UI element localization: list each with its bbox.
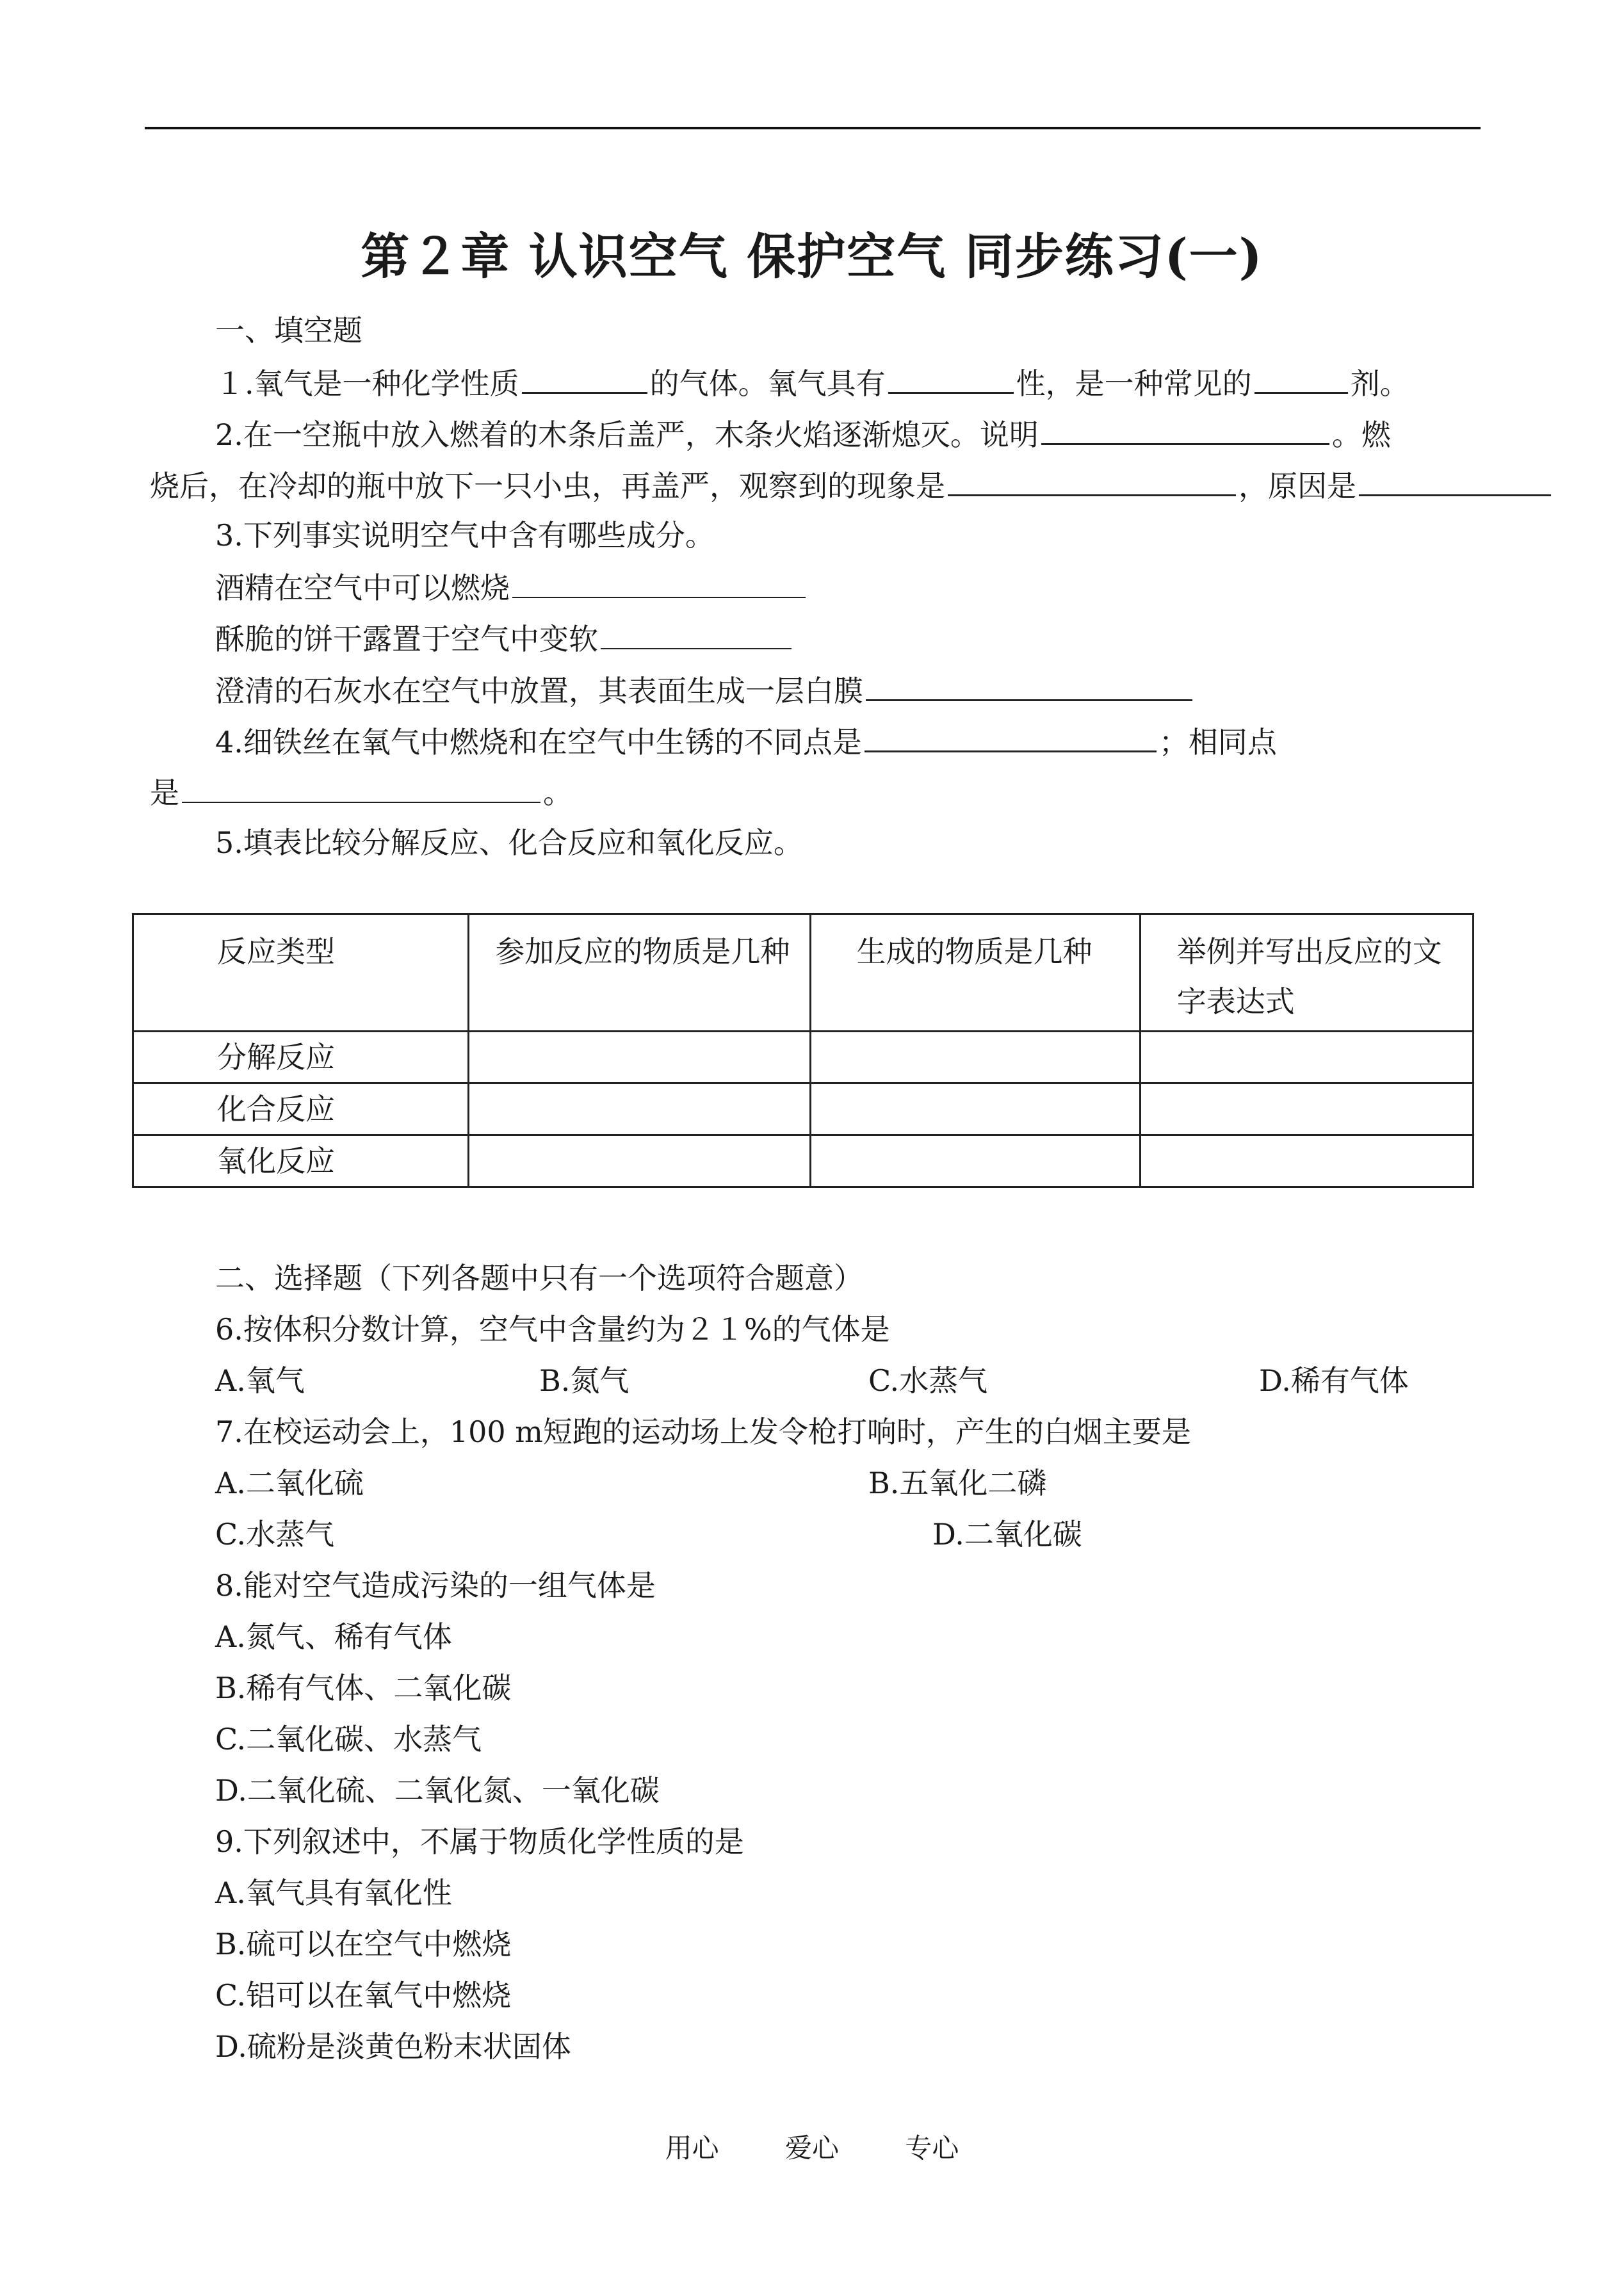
footer-word: 专心 <box>905 2132 959 2164</box>
table-cell[interactable] <box>811 1083 1140 1135</box>
table-header: 反应类型 <box>133 914 469 1032</box>
question-7-stem: 7.在校运动会上，100 m短跑的运动场上发令枪打响时，产生的白烟主要是 <box>215 1415 1191 1449</box>
table-cell[interactable] <box>811 1135 1140 1187</box>
header-rule <box>145 127 1481 129</box>
row-label: 氧化反应 <box>133 1135 469 1187</box>
question-5: 5.填表比较分解反应、化合反应和氧化反应。 <box>215 825 803 860</box>
table-row <box>133 1135 1474 1187</box>
footer-word: 用心 <box>665 2132 719 2164</box>
q8-option-d[interactable]: D.二氧化硫、二氧化氮、一氧化碳 <box>215 1773 660 1808</box>
q2-text-a: 2.在一空瓶中放入燃着的木条后盖严，木条火焰逐渐熄灭。说明 <box>215 418 1039 452</box>
question-3b <box>215 619 794 658</box>
q1-text-b: 的气体。氧气具有 <box>649 366 886 401</box>
q3b-text: 酥脆的饼干露置于空气中变软 <box>215 622 598 656</box>
q6-option-b[interactable]: B.氮气 <box>539 1363 629 1398</box>
question-8-stem: 8.能对空气造成污染的一组气体是 <box>215 1568 656 1603</box>
q2-blank-1[interactable] <box>1041 414 1329 445</box>
comparison-table <box>132 913 1474 1188</box>
row-label: 化合反应 <box>133 1083 469 1135</box>
q7-option-a[interactable]: A.二氧化硫 <box>215 1466 364 1500</box>
q7-option-c[interactable]: C.水蒸气 <box>215 1517 335 1552</box>
row-label: 分解反应 <box>133 1032 469 1083</box>
q9-option-c[interactable]: C.铝可以在氧气中燃烧 <box>215 1978 512 2013</box>
q7-option-b[interactable]: B.五氧化二磷 <box>868 1466 1047 1500</box>
question-6-stem: 6.按体积分数计算，空气中含量约为２１%的气体是 <box>215 1312 890 1347</box>
q2-blank-2[interactable] <box>948 465 1236 496</box>
page-footer <box>0 2127 1624 2166</box>
question-4-line-2 <box>150 772 572 812</box>
q1-blank-3[interactable] <box>1255 362 1348 394</box>
q3a-text: 酒精在空气中可以燃烧 <box>215 571 510 605</box>
q2-text-d: ，原因是 <box>1238 469 1356 503</box>
q6-option-c[interactable]: C.水蒸气 <box>868 1363 988 1398</box>
q9-option-a[interactable]: A.氧气具有氧化性 <box>215 1876 452 1910</box>
table-header-row <box>133 914 1474 1032</box>
table-cell[interactable] <box>1140 1083 1473 1135</box>
question-4-line-1 <box>215 721 1277 761</box>
table-row <box>133 1083 1474 1135</box>
table-header: 参加反应的物质是几种 <box>469 914 811 1032</box>
question-3c <box>215 670 1195 710</box>
q9-option-b[interactable]: B.硫可以在空气中燃烧 <box>215 1927 512 1961</box>
q8-option-c[interactable]: C.二氧化碳、水蒸气 <box>215 1722 482 1756</box>
q4-text-a: 4.细铁丝在氧气中燃烧和在空气中生锈的不同点是 <box>215 725 862 759</box>
q3c-blank[interactable] <box>866 670 1192 701</box>
q3a-blank[interactable] <box>512 567 806 598</box>
table-header: 生成的物质是几种 <box>811 914 1140 1032</box>
table-row <box>133 1032 1474 1083</box>
table-header: 举例并写出反应的文字表达式 <box>1140 914 1473 1032</box>
table-cell[interactable] <box>811 1032 1140 1083</box>
q1-text-a: １.氧气是一种化学性质 <box>215 366 519 401</box>
table-cell[interactable] <box>469 1032 811 1083</box>
q4-blank-2[interactable] <box>182 772 540 803</box>
q1-text-d: 剂。 <box>1350 366 1409 401</box>
q4-text-b: ；相同点 <box>1158 725 1277 759</box>
table-cell[interactable] <box>469 1083 811 1135</box>
table-cell[interactable] <box>1140 1135 1473 1187</box>
question-3-stem: 3.下列事实说明空气中含有哪些成分。 <box>215 518 715 553</box>
question-1 <box>215 362 1409 403</box>
q4-blank-1[interactable] <box>865 721 1157 752</box>
footer-word: 爱心 <box>784 2132 839 2164</box>
page-title: 第２章 认识空气 保护空气 同步练习(一) <box>361 228 1263 285</box>
q4-text-d: 。 <box>543 775 572 810</box>
q1-text-c: 性，是一种常见的 <box>1016 366 1252 401</box>
table-cell[interactable] <box>469 1135 811 1187</box>
q3b-blank[interactable] <box>601 619 792 649</box>
q4-text-c: 是 <box>150 775 179 810</box>
q6-option-a[interactable]: A.氧气 <box>215 1363 305 1398</box>
q2-text-c: 烧后，在冷却的瓶中放下一只小虫，再盖严，观察到的现象是 <box>150 469 945 503</box>
question-3a <box>215 567 808 607</box>
q6-option-d[interactable]: D.稀有气体 <box>1259 1363 1409 1398</box>
section1-heading: 一、填空题 <box>215 313 362 348</box>
question-2-line-2 <box>150 465 1554 505</box>
section2-heading: 二、选择题（下列各题中只有一个选项符合题意） <box>215 1261 863 1295</box>
q1-blank-2[interactable] <box>888 362 1014 394</box>
q8-option-a[interactable]: A.氮气、稀有气体 <box>215 1619 452 1654</box>
q2-blank-3[interactable] <box>1359 465 1551 496</box>
q9-option-d[interactable]: D.硫粉是淡黄色粉末状固体 <box>215 2029 571 2064</box>
table-cell[interactable] <box>1140 1032 1473 1083</box>
q3c-text: 澄清的石灰水在空气中放置，其表面生成一层白膜 <box>215 674 863 708</box>
q2-text-b: 。燃 <box>1331 418 1391 452</box>
q1-blank-1[interactable] <box>522 362 647 394</box>
question-9-stem: 9.下列叙述中，不属于物质化学性质的是 <box>215 1824 744 1859</box>
question-2-line-1 <box>215 414 1391 454</box>
q8-option-b[interactable]: B.稀有气体、二氧化碳 <box>215 1671 512 1705</box>
q7-option-d[interactable]: D.二氧化碳 <box>932 1517 1082 1552</box>
